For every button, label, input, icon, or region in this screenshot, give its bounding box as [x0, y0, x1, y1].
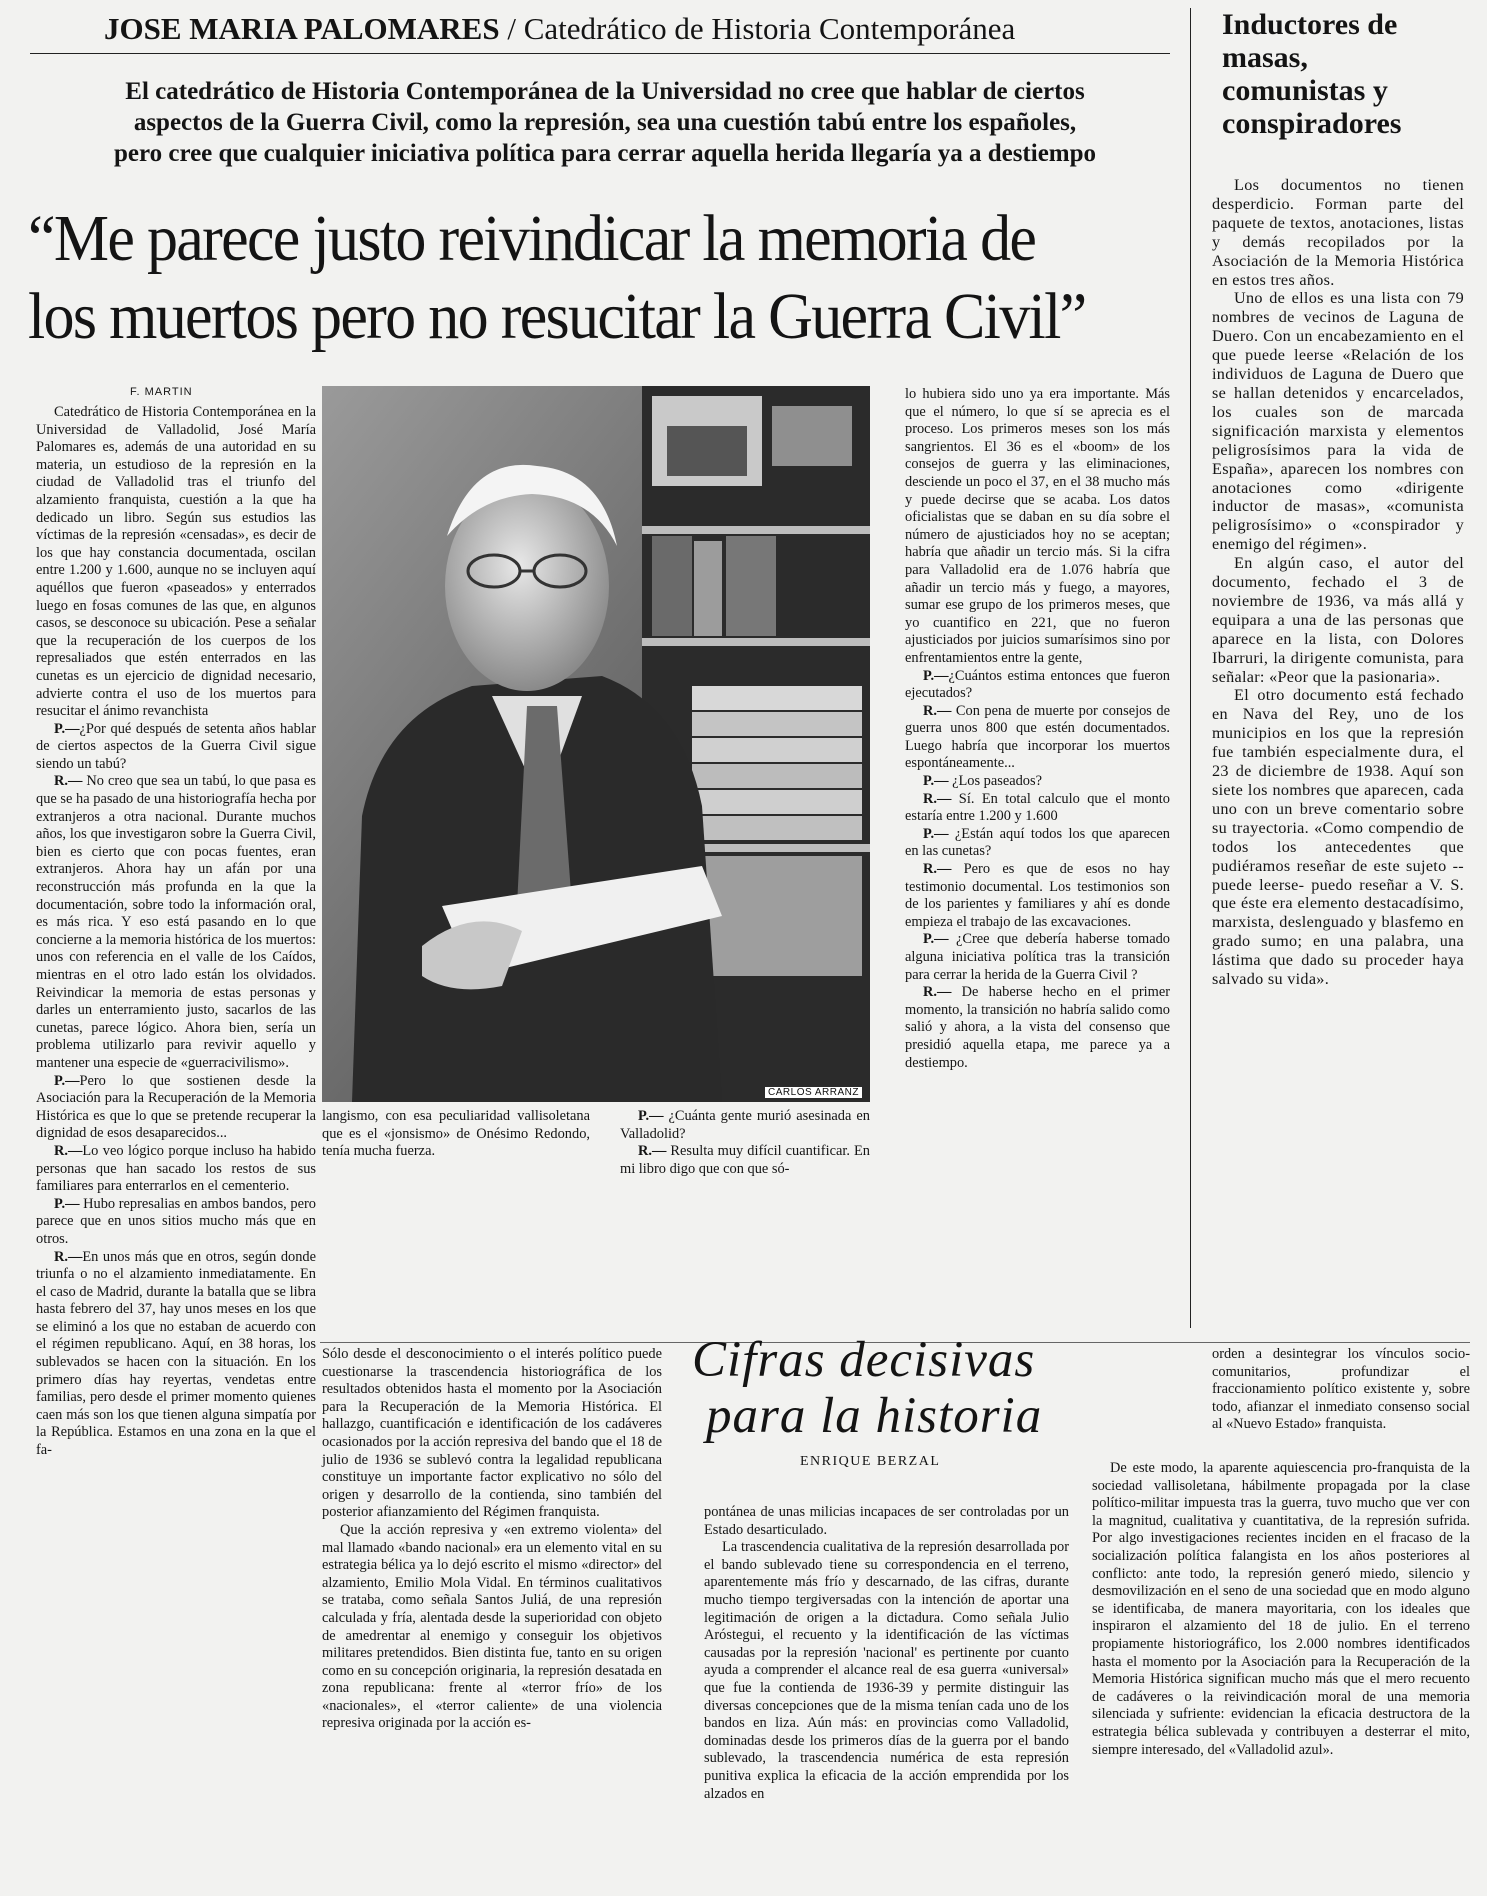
headline-line: los muertos pero no resucitar la Guerra Civil”: [28, 280, 1086, 353]
paragraph: langismo, con esa peculiaridad vallisoletana que es el «jonsismo» de Onésimo Redondo, tenía mucha fuerza.: [322, 1108, 590, 1160]
speaker-marker: P.—: [923, 931, 949, 948]
qa-paragraph: [36, 1073, 316, 1143]
speaker-marker: R.—: [54, 1142, 83, 1159]
second-article-title: [692, 1332, 1092, 1444]
paragraph-text: Catedrático de Historia Contemporánea en la Universidad de Valladolid, José María Palomares es, además de una autoridad en su materia, un estudioso de la represión en la ciudad de Valladolid tras el triunfo del alzamiento franquista, cuestión a la que ha dedicado un libro. Según sus estudios las víctimas de la represión «censadas», es decir de los que hay constancia documentada, oscilan entre 1.200 y 1.600, aunque no se incluyen aquí aquéllos que fueron «paseados» y enterrados luego en fosas comunes de las que, en algunos casos, se desconoce su ubicación. Pese a señalar que la recuperación de los cuerpos de los represaliados que estén enterrados en las cunetas es un ejercicio de dignidad necesario, advierte contra el uso de los muertos para resucitar el ánimo revanchista: [36, 404, 316, 720]
headline: [28, 200, 1109, 356]
photo-credit: CARLOS ARRANZ: [765, 1087, 862, 1098]
speaker-marker: P.—: [923, 667, 949, 684]
paragraph: Los documentos no tienen desperdicio. Forman parte del paquete de textos, anotaciones, listas y demás recopilados por la Asociación de la Memoria Histórica en estos tres años.: [1212, 176, 1464, 289]
qa-paragraph: [905, 773, 1170, 791]
paragraph: De este modo, la aparente aquiescencia pro-franquista de la sociedad vallisoletana, hábilmente propagada por la clase político-militar impuesta tras la guerra, tuvo mucho que ver con la magnitud, cualitativa y cuantitativa, de la represión sufrida. Por algo investigaciones recientes inciden en el fracaso de la socialización política falangista en los años posteriores al conflicto: ante todo, la represión generó miedo, silencio y desmovilización en el seno de una sociedad que en modo alguno se identificaba, de manera mayoritaria, con los ideales que inspiraron el alzamiento del 18 de julio. En el terreno propiamente historiográfico, los 2.000 nombres identificados hasta el momento por la Asociación para la Recuperación de la Memoria Histórica significan mucho más que el mero recuento de cadáveres o la reivindicación moral de una memoria silenciada y sufriente: evidencian la eficacia destructora de la estrategia bélica sublevada y contribuyen a desterrar el mito, siempre interesado, del «Valladolid azul».: [1092, 1460, 1470, 1758]
second-article-column-a: [322, 1346, 662, 1890]
paragraph-text: Lo veo lógico porque incluso ha habido personas que han sacado los restos de sus familiares para enterrarlos en el cementerio.: [36, 1142, 316, 1195]
paragraph-text: No creo que sea un tabú, lo que pasa es que se ha pasado de una historiografía hecha por extranjeros a otra nacional. Durante muchos años, los que investigaron sobre la Guerra Civil, bien es cierto que con pocas fuentes, eran extranjeros. Ahora hay un afán por una reconstrucción más profunda en la que la documentación, sobre todo la información oral, es más rica. Y eso está pasando en lo que concierne a la memoria histórica de los muertos: unos con referencia en el valle de los Caídos, mientras en el otro lado están los olvidados. Reivindicar la memoria de estas personas y darles un enterramiento justo, sacarlos de las cunetas, parece lógico. Ahora bien, sería un problema utilizarlo para revivir aquello y mantener una especie de «guerracivilismo».: [36, 773, 316, 1071]
byline: F. MARTIN: [130, 386, 193, 398]
qa-paragraph: [620, 1143, 870, 1178]
speaker-marker: R.—: [923, 702, 952, 719]
interviewee-name: JOSE MARIA PALOMARES: [104, 11, 500, 46]
sidebar-title: [1222, 8, 1472, 140]
paragraph-text: ¿Cree que debería haberse tomado alguna iniciativa política tras la transición para cerrar la herida de la Guerra Civil ?: [905, 931, 1170, 983]
speaker-marker: R.—: [923, 861, 952, 878]
portrait-illustration: [322, 386, 870, 1102]
speaker-marker: R.—: [54, 1248, 83, 1265]
article-column-4: [905, 386, 1170, 1192]
paragraph-text: Con pena de muerte por consejos de guerra unos 800 que estén documentados. Luego habría que incorporar los muertos espontáneamente...: [905, 702, 1170, 772]
paragraph: Que la acción represiva y «en extremo violenta» del mal llamado «bando nacional» era un elemento vital en su estrategia bélica ya lo dejó escrito el mismo «director» del alzamiento, Emilio Mola Vidal. En términos cualitativos se trataba, como señala Santos Juliá, de una represión calculada y fría, alentada desde la superioridad con objeto de amedrentar al enemigo y conseguir los objetivos militares pretendidos. Bien distinta fue, tanto en su origen como en su concepción originaria, la represión desatada en zona republicana: frente al «terror frío» de los «nacionales», el «terror caliente» de una violencia represiva originada por la acción es-: [322, 1521, 662, 1732]
paragraph-text: ¿Cuánta gente murió asesinada en Valladolid?: [620, 1108, 870, 1142]
paragraph: pontánea de unas milicias incapaces de ser controladas por un Estado desarticulado.: [704, 1504, 1069, 1538]
speaker-marker: R.—: [638, 1143, 667, 1160]
paragraph-text: Hubo represalias en ambos bandos, pero parece que en unos sitios mucho más que en otros.: [36, 1195, 316, 1247]
article-column-3: [620, 1108, 870, 1198]
qa-paragraph: [905, 791, 1170, 826]
paragraph-text: ¿Cuántos estima entonces que fueron ejecutados?: [905, 667, 1170, 702]
sidebar-divider: [1190, 8, 1191, 1328]
headline-line: “Me parece justo reivindicar la memoria de: [28, 202, 1036, 275]
sidebar-title-line: masas,: [1222, 41, 1308, 74]
qa-paragraph: [905, 931, 1170, 984]
paragraph: [905, 386, 1170, 668]
sidebar-body: [1212, 176, 1464, 1326]
paragraph-text: Pero es que de esos no hay testimonio documental. Los testimonios son de los parientes y familiares y ahí es donde empieza el trabajo de las excavaciones.: [905, 861, 1170, 930]
speaker-marker: P.—: [54, 1195, 80, 1212]
subhead-line: aspectos de la Guerra Civil, como la represión, sea una cuestión tabú entre los españoles,: [133, 109, 1077, 136]
paragraph: La trascendencia cualitativa de la represión desarrollada por el bando sublevado tiene su correspondencia en el terreno, aparentemente más frío y descarnado, de las cifras, durante mucho tiempo tergiversadas con la intención de aportar una legitimación de origen a la dictadura. Como señala Julio Aróstegui, el recuento y la identificación de las víctimas causadas por la represión 'nacional' es pertinente por cuanto ayuda a comprender el alcance real de esa guerra «universal» que fue la contienda de 1936-39 y permite distinguir las diversas concepciones que de la misma tenían cada uno de los bandos en liza. Aún más: en provincias como Valladolid, dominadas desde los primeros días de la guerra por el bando sublevado, la trascendencia numérica de esta represión punitiva explica la eficacia de la acción emprendida por los alzados en: [704, 1539, 1069, 1802]
second-article-column-c-top: [1212, 1346, 1470, 1452]
paragraph-text: De haberse hecho en el primer momento, la transición no habría salido como salió y ahora, a la vista del consenso que presidió aquella etapa, me parece ya a destiempo.: [905, 984, 1170, 1071]
speaker-marker: P.—: [923, 773, 949, 790]
sidebar-title-line: Inductores de: [1222, 8, 1398, 41]
speaker-marker: P.—: [638, 1108, 664, 1124]
qa-paragraph: [905, 984, 1170, 1072]
second-article-column-b: [704, 1504, 1069, 1890]
sidebar-title-line: comunistas y: [1222, 74, 1388, 107]
paragraph-text: Sí. En total calculo que el monto estaría entre 1.200 y 1.600: [905, 790, 1170, 825]
speaker-marker: P.—: [54, 720, 80, 737]
header-rule: [30, 53, 1170, 54]
qa-paragraph: [905, 703, 1170, 773]
paragraph: En algún caso, el autor del documento, fechado el 3 de noviembre de 1936, va más allá y equipara a una de las personas que aparece en la lista, con Dolores Ibarruri, la dirigente comunista, para señalar: «Peor que la pasionaria».: [1212, 554, 1464, 686]
interviewee-role: Catedrático de Historia Contemporánea: [523, 11, 1016, 46]
portrait-photo: [322, 386, 870, 1102]
speaker-marker: P.—: [923, 825, 949, 842]
header-separator: /: [507, 11, 516, 46]
subhead-line: El catedrático de Historia Contemporánea de la Universidad no cree que hablar de ciertos: [125, 78, 1085, 105]
qa-paragraph: [36, 1143, 316, 1196]
second-title-line: Cifras decisivas: [692, 1332, 1036, 1388]
paragraph-text: En unos más que en otros, según donde triunfa o no el alzamiento inmediatamente. En el caso de Madrid, durante la batalla que se libra hasta febrero del 37, hay unos meses en los que se eliminó a los que no estaban de acuerdo con el régimen republicano. Aquí, en 38 horas, los sublevados se hacen con la situación. En los primero días hay reyertas, vendetas entre familias, pero desde el primer momento quienes caen más son los que tienen alguna simpatía por la República. Estamos en una zona en la que el fa-: [36, 1248, 316, 1459]
paragraph-text: Pero lo que sostienen desde la Asociación para la Recuperación de la Memoria Histórica es que lo que se pretende recuperar la dignidad de esos desaparecidos...: [36, 1072, 316, 1142]
second-article-column-c: [1092, 1460, 1470, 1890]
second-article-byline: ENRIQUE BERZAL: [800, 1454, 941, 1469]
paragraph: Uno de ellos es una lista con 79 nombres de vecinos de Laguna de Duero. Con un encabezamiento en el que puede leerse «Relación de los individuos de Laguna de Duero que se hallan detenidos y encarcelados, los cuales son de marcada significación marxista y elementos peligrosísimos para la vida de España», aparecen los nombres con anotaciones como «dirigente inductor de masas», «comunista peligrosísimo» o «conspirador y enemigo del régimen».: [1212, 289, 1464, 554]
qa-paragraph: [36, 721, 316, 774]
article-column-1: [36, 404, 316, 1459]
sidebar-title-line: conspiradores: [1222, 107, 1402, 140]
paragraph-text: ¿Por qué después de setenta años hablar de ciertos aspectos de la Guerra Civil sigue siendo un tabú?: [36, 720, 316, 772]
speaker-marker: R.—: [923, 984, 952, 1001]
paragraph: El otro documento está fechado en Nava del Rey, uno de los municipios en los que la represión fue también especialmente dura, el 23 de diciembre de 1938. Aquí son siete los nombres que aparecen, cada uno con un breve comentario sobre su trayectoria. «Como compendio de todos los antecedentes que pudiéramos reseñar de este sujeto --puede leerse- puedo reseñar a V. S. que éste era elemento destacadísimo, marxista, deslenguado y blasfemo en grado sumo; en una palabra, una lástima que dado su proceder haya salvado su vida».: [1212, 686, 1464, 989]
qa-paragraph: [36, 1196, 316, 1249]
qa-paragraph: [36, 1249, 316, 1460]
paragraph: [36, 404, 316, 721]
speaker-marker: R.—: [54, 773, 83, 790]
paragraph: Sólo desde el desconocimiento o el interés político puede cuestionarse la trascendencia historiográfica de los resultados obtenidos hasta el momento por la Asociación para la Recuperación de la Memoria Histórica. El hallazgo, cuantificación e identificación de los cadáveres ocasionados por la acción represiva del bando que el 18 de julio de 1936 se sublevó contra la legalidad republicana constituye un importante factor explicativo no sólo del origen y desarrollo de la contienda, sino también del posterior afianzamiento del Régimen franquista.: [322, 1346, 662, 1521]
qa-paragraph: [620, 1108, 870, 1143]
paragraph-text: ¿Los paseados?: [948, 773, 1042, 790]
subhead: [40, 76, 1170, 169]
article-header: [104, 8, 1174, 50]
paragraph: orden a desintegrar los vínculos socio-comunitarios, profundizar el fraccionamiento político existente y, sobre todo, afianzar el inmediato consenso social al «Nuevo Estado» franquista.: [1212, 1346, 1470, 1433]
qa-paragraph: [36, 773, 316, 1072]
qa-paragraph: [905, 826, 1170, 861]
subhead-line: pero cree que cualquier iniciativa política para cerrar aquella herida llegaría ya a destiempo: [113, 140, 1097, 167]
speaker-marker: P.—: [54, 1072, 80, 1089]
paragraph-text: ¿Están aquí todos los que aparecen en las cunetas?: [905, 825, 1170, 860]
qa-paragraph: [905, 861, 1170, 931]
second-title-line: para la historia: [706, 1388, 1043, 1444]
paragraph-text: Resulta muy difícil cuantificar. En mi libro digo que con que só-: [620, 1143, 870, 1177]
article-column-2: [322, 1108, 590, 1198]
qa-paragraph: [905, 668, 1170, 703]
speaker-marker: R.—: [923, 790, 952, 807]
paragraph-text: lo hubiera sido uno ya era importante. Más que el número, lo que sí se aprecia es el proceso. Los primeros meses son los más sangrientos. El 36 es el «boom» de los consejos de guerra y las eliminaciones, desciende un poco el 37, en el 38 mucho más y puede decirse que se acaba. Los datos oficialistas que se daban en su día sobre el número de ajusticiados hoy no se aceptan; habría que añadir un tercio más. Si la cifra para Valladolid era de 1.076 habría que añadir un tercio más y fuego, a mayores, sumar ese grupo de los primeros meses, que yo cuantifico en 221, que no fueron ajusticiados por juicios sumarísimos sino por enfrentamientos entre la gente,: [905, 386, 1170, 666]
